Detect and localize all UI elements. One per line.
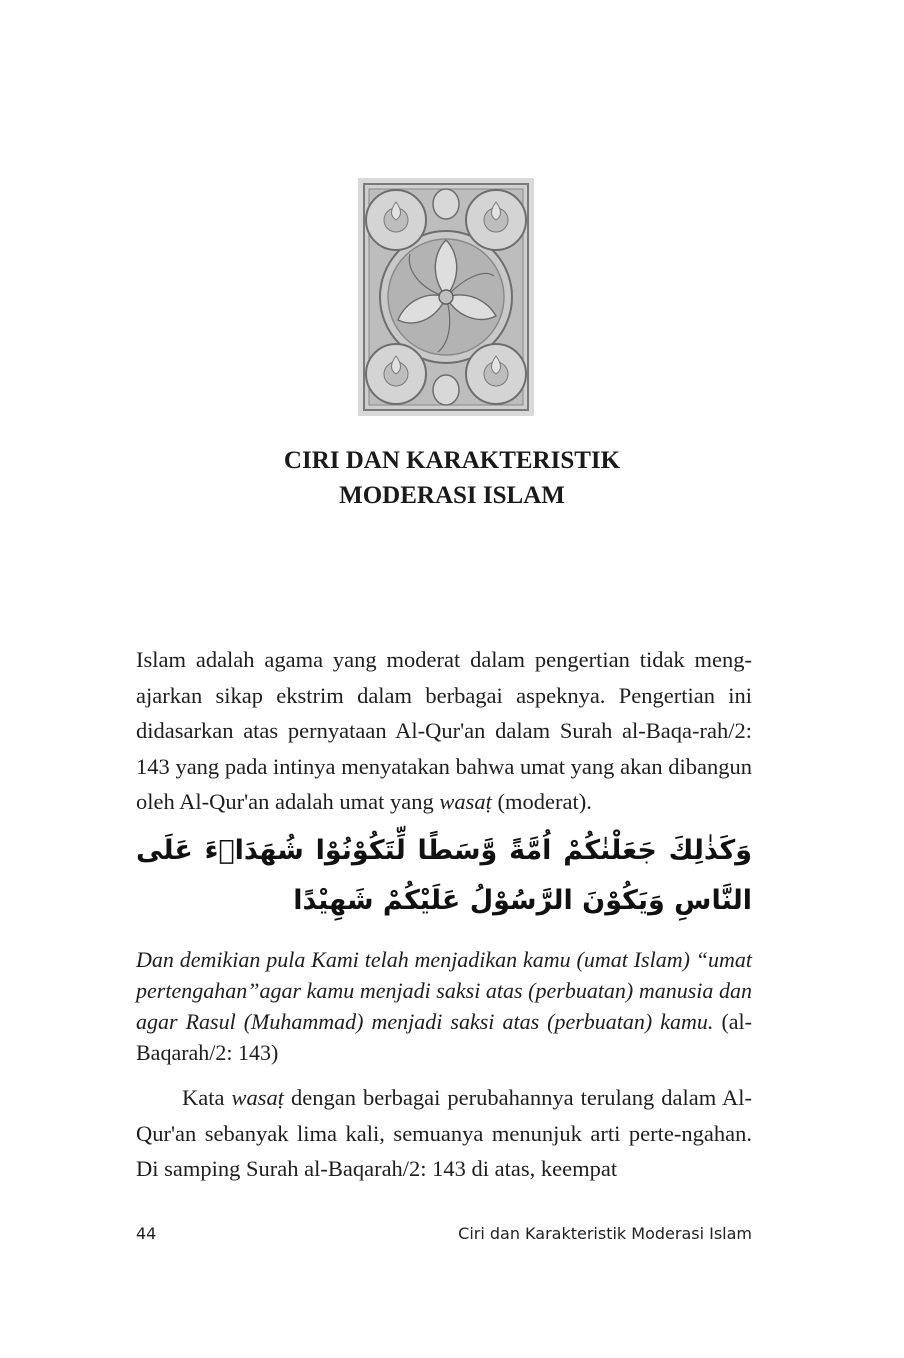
- term-wasat: wasaṭ: [439, 789, 492, 814]
- chapter-ornament-image: [358, 178, 534, 416]
- page-footer: [136, 1224, 752, 1248]
- second-paragraph: [136, 1080, 752, 1187]
- arabic-verse: وَكَذٰلِكَ جَعَلْنٰكُمْ اُمَّةً وَّسَطًا لِّتَكُوْنُوْا شُهَدَاۤءَ عَلَى النَّاسِ وَيَكُوْنَ الرَّسُوْلُ عَلَيْكُمْ شَهِيْدًا: [136, 835, 752, 916]
- verse-translation: [136, 944, 752, 1068]
- intro-paragraph: [136, 642, 752, 820]
- translation-reference: (al-Baqarah/2: 143): [136, 1009, 752, 1065]
- translation-text: Dan demikian pula Kami telah menjadikan kamu (umat Islam) “umat pertengahan”agar kamu menjadi saksi atas (perbuatan) manusia dan agar Rasul (Muhammad) menjadi saksi atas (perbuatan) kamu.: [136, 947, 752, 1034]
- intro-text-part-1: Islam adalah agama yang moderat dalam pengertian tidak meng-ajarkan sikap ekstrim dalam berbagai aspeknya. Pengertian ini didasarkan atas pernyataan Al-Qur'an dalam Surah al-Baqa-rah/2: 143 yang pada intinya menyatakan bahwa umat yang akan dibangun oleh Al-Qur'an adalah umat yang: [136, 647, 752, 814]
- arabesque-floral-ornament-icon: [358, 178, 534, 416]
- chapter-title-line-2: MODERASI ISLAM: [339, 482, 565, 509]
- page-number: 44: [136, 1224, 157, 1243]
- intro-text-part-2: (moderat).: [491, 789, 592, 814]
- chapter-title: [0, 443, 904, 513]
- term-wasat-2: wasaṭ: [231, 1085, 284, 1110]
- chapter-title-line-1: CIRI DAN KARAKTERISTIK: [283, 447, 621, 474]
- running-head: Ciri dan Karakteristik Moderasi Islam: [458, 1224, 752, 1243]
- second-text-part-1: Kata: [182, 1085, 232, 1110]
- second-text-part-2: dengan berbagai perubahannya terulang dalam Al-Qur'an sebanyak lima kali, semuanya menunjuk arti perte-ngahan. Di samping Surah al-Baqarah/2: 143 di atas, keempat: [136, 1085, 752, 1181]
